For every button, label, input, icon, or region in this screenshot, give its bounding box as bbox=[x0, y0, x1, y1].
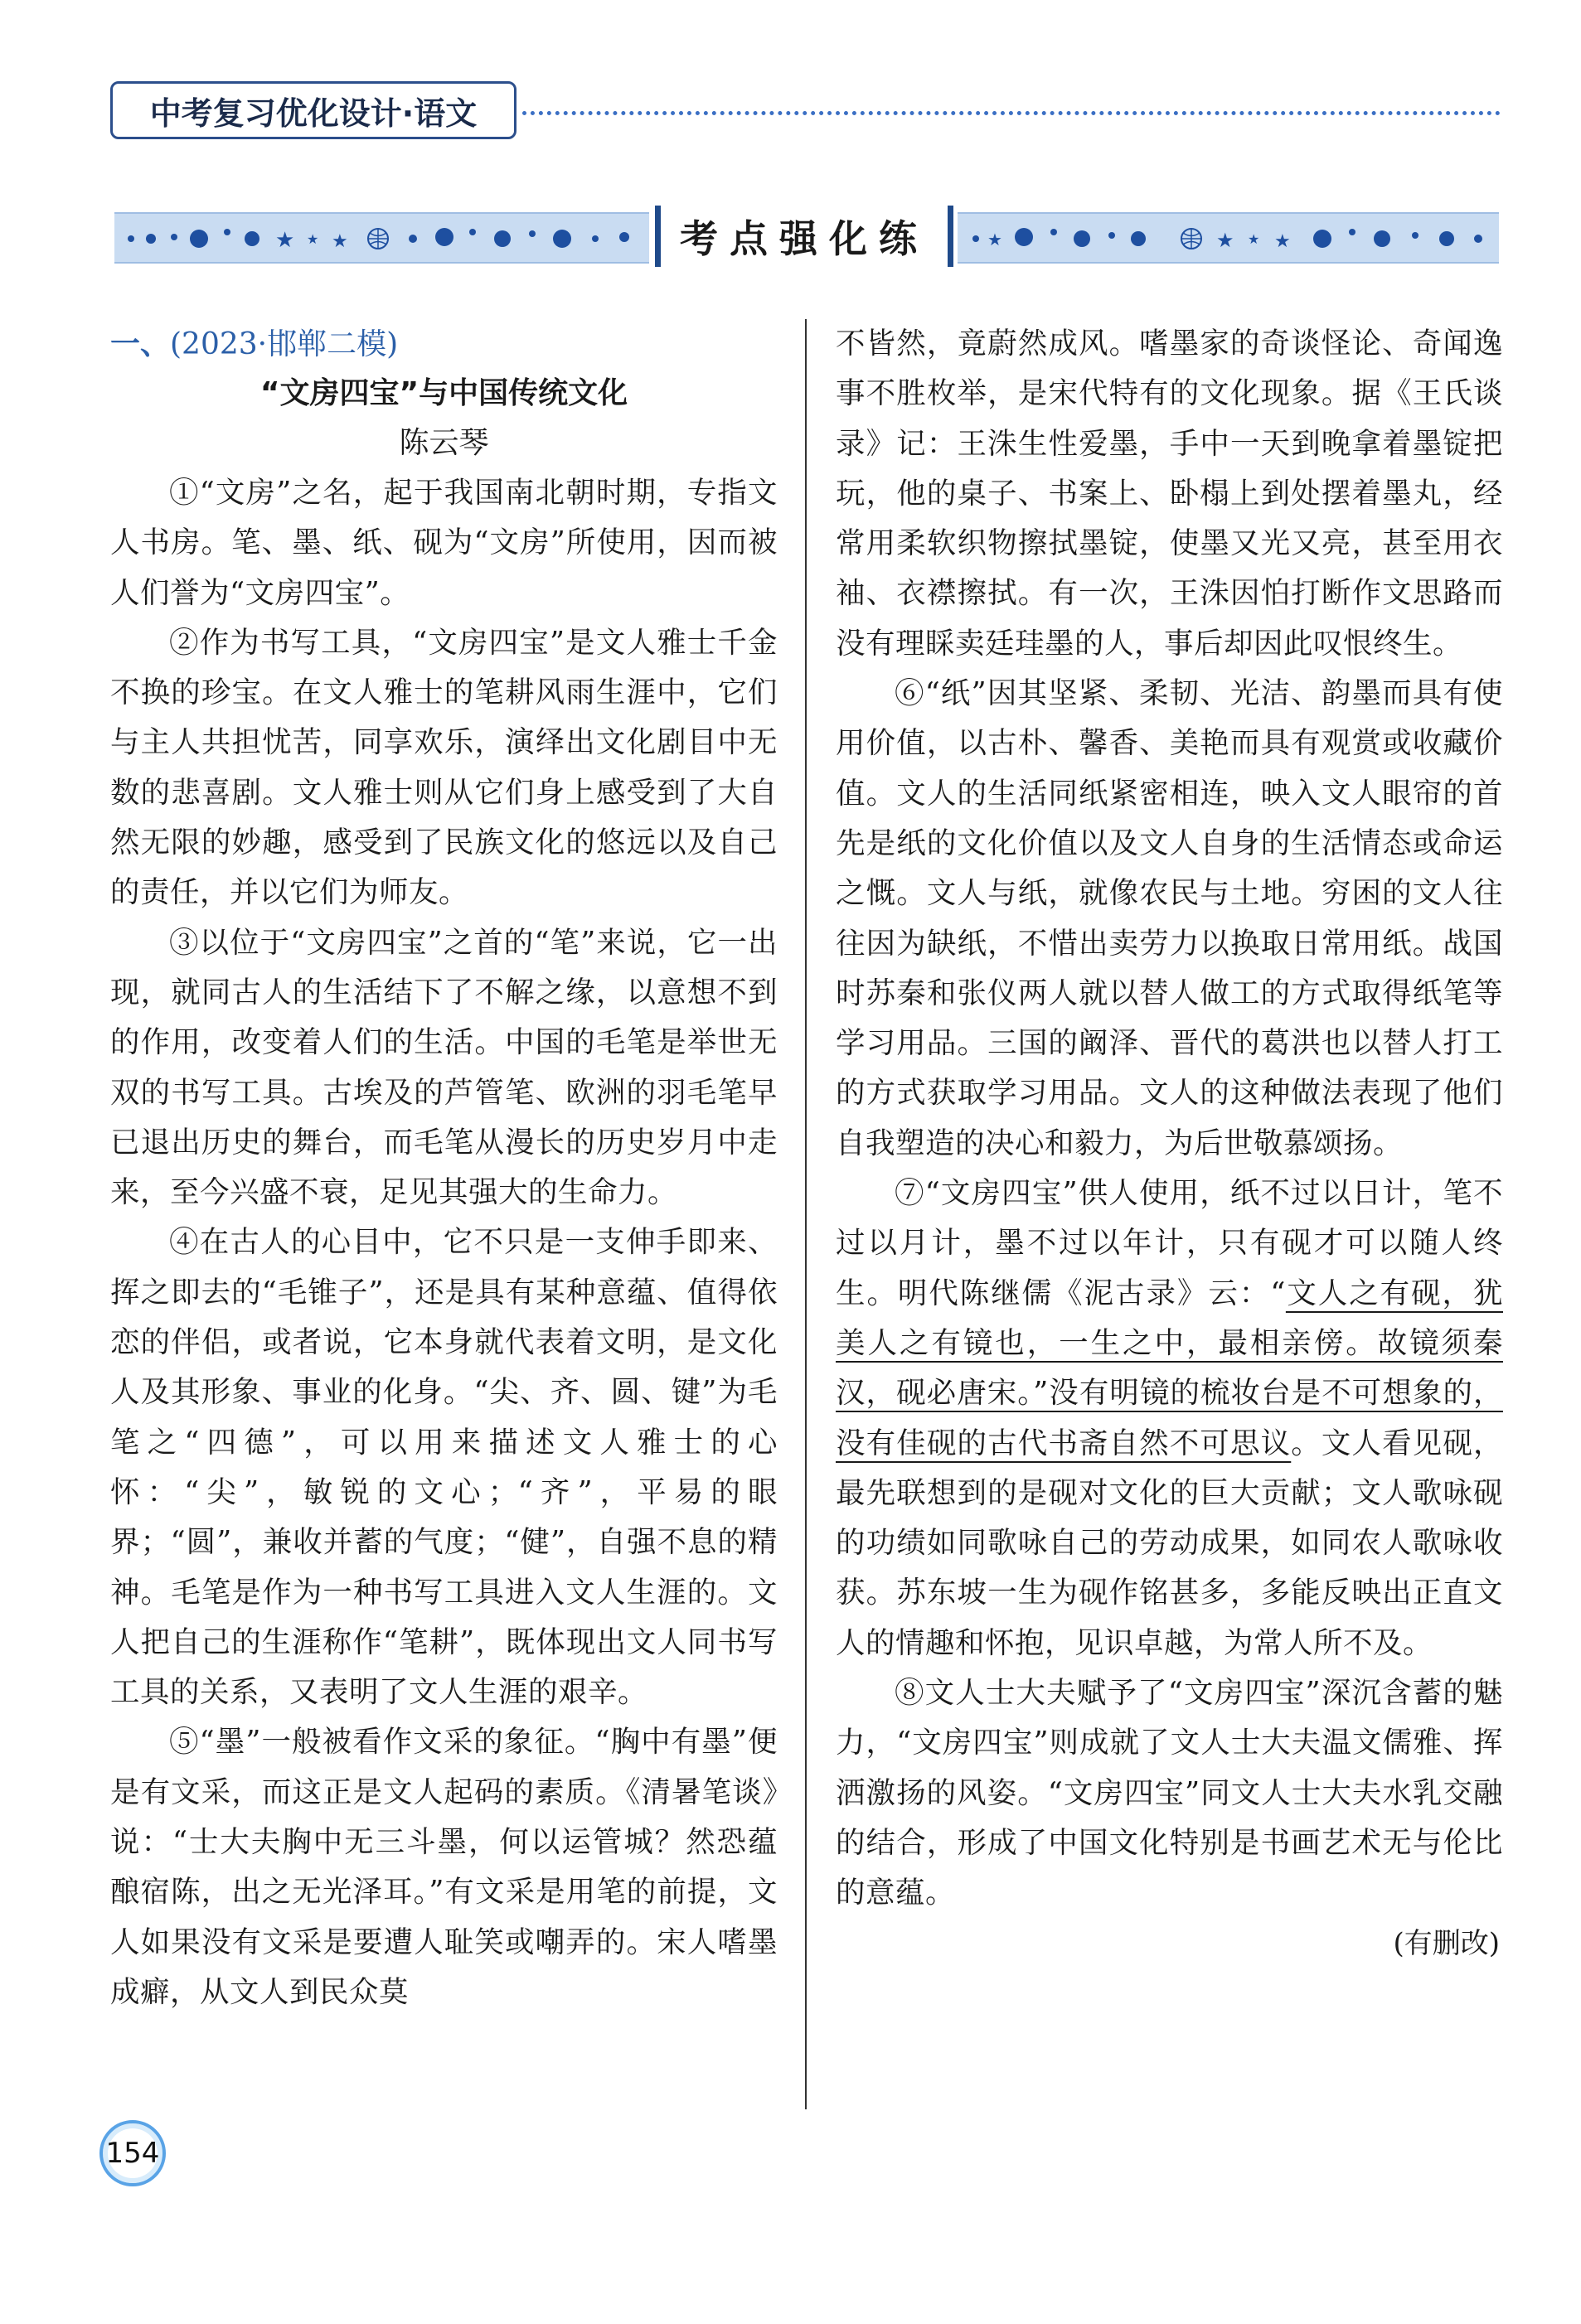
paragraph-4: ④在古人的心目中，它不只是一支伸手即来、挥之即去的“毛锥子”，还是具有某种意蕴、值得依恋的伴侣，或者说，它本身就代表着文明，是文化人及其形象、事业的化身。“尖、齐、圆、键”为毛笔之“四德”，可以用来描述文人雅士的心怀：“尖”，敏锐的文心；“齐”，平易的眼界；“圆”，兼收并蓄的气度；“健”，自强不息的精神。毛笔是作为一种书写工具进入文人生涯的。文人把自己的生涯称作“笔耕”，既体现出文人同书写工具的关系，又表明了文人生涯的艰辛。 bbox=[110, 1225, 778, 1710]
paragraph-8: ⑧文人士大夫赋予了“文房四宝”深沉含蓄的魅力，“文房四宝”则成就了文人士大夫温文儒雅、挥洒激扬的风姿。“文房四宝”同文人士大夫水乳交融的结合，形成了中国文化特别是书画艺术无与伦比的意蕴。 bbox=[836, 1676, 1503, 1910]
right-column bbox=[836, 319, 1503, 1968]
section-band-right bbox=[958, 212, 1499, 264]
header-dotted-rule bbox=[522, 111, 1501, 115]
dots-stars-decoration-icon bbox=[958, 214, 1499, 262]
page-number: 154 bbox=[99, 2120, 166, 2186]
paragraph-3: ③以位于“文房四宝”之首的“笔”来说，它一出现，就同古人的生活结下了不解之缘，以意想不到的作用，改变着人们的生活。中国的毛笔是举世无双的书写工具。古埃及的芦管笔、欧洲的羽毛笔早已退出历史的舞台，而毛笔从漫长的历史岁月中走来，至今兴盛不衰，足见其强大的生命力。 bbox=[110, 925, 778, 1210]
svg-text:★: ★ bbox=[1248, 231, 1260, 247]
abridged-note: (有删改) bbox=[1393, 1926, 1500, 1960]
paragraph-5-part-1: ⑤“墨”一般被看作文采的象征。“胸中有墨”便是有文采，而这正是文人起码的素质。《清暑笔谈》说：“士大夫胸中无三斗墨，何以运管城？然恐蕴酿宿陈，出之无光泽耳。”有文采是用笔的前提，文人如果没有文采是要遭人耻笑或嘲弄的。宋人嗜墨成癖，从文人到民众莫 bbox=[110, 1725, 778, 2009]
underlined-quote: 文人之有砚，犹美人之有镜也，一生之中，最相亲傍。故镜须秦汉，砚必唐宋。”没有明镜的梳妆台是不可想象的，没有佳砚的古代书斋自然不可思议 bbox=[836, 1276, 1503, 1460]
question-heading bbox=[110, 319, 778, 369]
question-number: 一、 bbox=[110, 327, 171, 361]
paragraph-7-rest: 。文人看见砚，最先联想到的是砚对文化的巨大贡献；文人歌咏砚的功绩如同歌咏自己的劳动成果，如同农人歌咏收获。苏东坡一生为砚作铭甚多，多能反映出正直文人的情趣和怀抱，见识卓越，为常人所不及。 bbox=[836, 1426, 1503, 1660]
paragraph-2: ②作为书写工具，“文房四宝”是文人雅士千金不换的珍宝。在文人雅士的笔耕风雨生涯中，它们与主人共担忧苦，同享欢乐，演绎出文化剧目中无数的悲喜剧。文人雅士则从它们身上感受到了大自然无限的妙趣，感受到了民族文化的悠远以及自己的责任，并以它们为师友。 bbox=[110, 625, 778, 910]
article-title: “文房四宝”与中国传统文化 bbox=[259, 376, 628, 410]
dots-stars-decoration-icon bbox=[114, 214, 649, 262]
svg-text:★: ★ bbox=[332, 231, 348, 252]
paragraph-7-intro: ⑦“文房四宝”供人使用，纸不过以日计，笔不过以月计，墨不过以年计，只有砚才可以随人终生。明代陈继儒《泥古录》云：“ bbox=[836, 1176, 1503, 1310]
left-column bbox=[110, 319, 778, 2017]
svg-text:★: ★ bbox=[275, 228, 295, 253]
column-divider bbox=[805, 319, 807, 2109]
section-title: 考点强化练 bbox=[655, 206, 953, 267]
article-author: 陈云琴 bbox=[399, 426, 489, 460]
svg-text:★: ★ bbox=[1274, 231, 1291, 252]
paragraph-5-part-2: 不皆然，竟蔚然成风。嗜墨家的奇谈怪论、奇闻逸事不胜枚举，是宋代特有的文化现象。据《王氏谈录》记：王洙生性爱墨，手中一天到晚拿着墨锭把玩，他的桌子、书案上、卧榻上到处摆着墨丸，经常用柔软织物擦拭墨锭，使墨又光又亮，甚至用衣袖、衣襟擦拭。有一次，王洙因怕打断作文思路而没有理睬卖廷珪墨的人，事后却因此叹恨终生。 bbox=[836, 327, 1503, 661]
svg-text:★: ★ bbox=[987, 230, 1002, 249]
section-band-left bbox=[114, 212, 649, 264]
paragraph-6: ⑥“纸”因其坚紧、柔韧、光洁、韵墨而具有使用价值，以古朴、馨香、美艳而具有观赏或收藏价值。文人的生活同纸紧密相连，映入文人眼帘的首先是纸的文化价值以及文人自身的生活情态或命运之慨。文人与纸，就像农民与土地。穷困的文人往往因为缺纸，不惜出卖劳力以换取日常用纸。战国时苏秦和张仪两人就以替人做工的方式取得纸笔等学习用品。三国的阚泽、晋代的葛洪也以替人打工的方式获取学习用品。文人的这种做法表现了他们自我塑造的决心和毅力，为后世敬慕颂扬。 bbox=[836, 676, 1503, 1160]
svg-text:★: ★ bbox=[1216, 229, 1234, 252]
question-source: (2023·邯郸二模) bbox=[170, 327, 399, 361]
paragraph-1: ①“文房”之名，起于我国南北朝时期，专指文人书房。笔、墨、纸、砚为“文房”所使用，因而被人们誉为“文房四宝”。 bbox=[110, 476, 778, 610]
svg-text:★: ★ bbox=[307, 231, 319, 247]
book-title: 中考复习优化设计·语文 bbox=[110, 81, 516, 139]
paragraph-7 bbox=[836, 1169, 1503, 1668]
